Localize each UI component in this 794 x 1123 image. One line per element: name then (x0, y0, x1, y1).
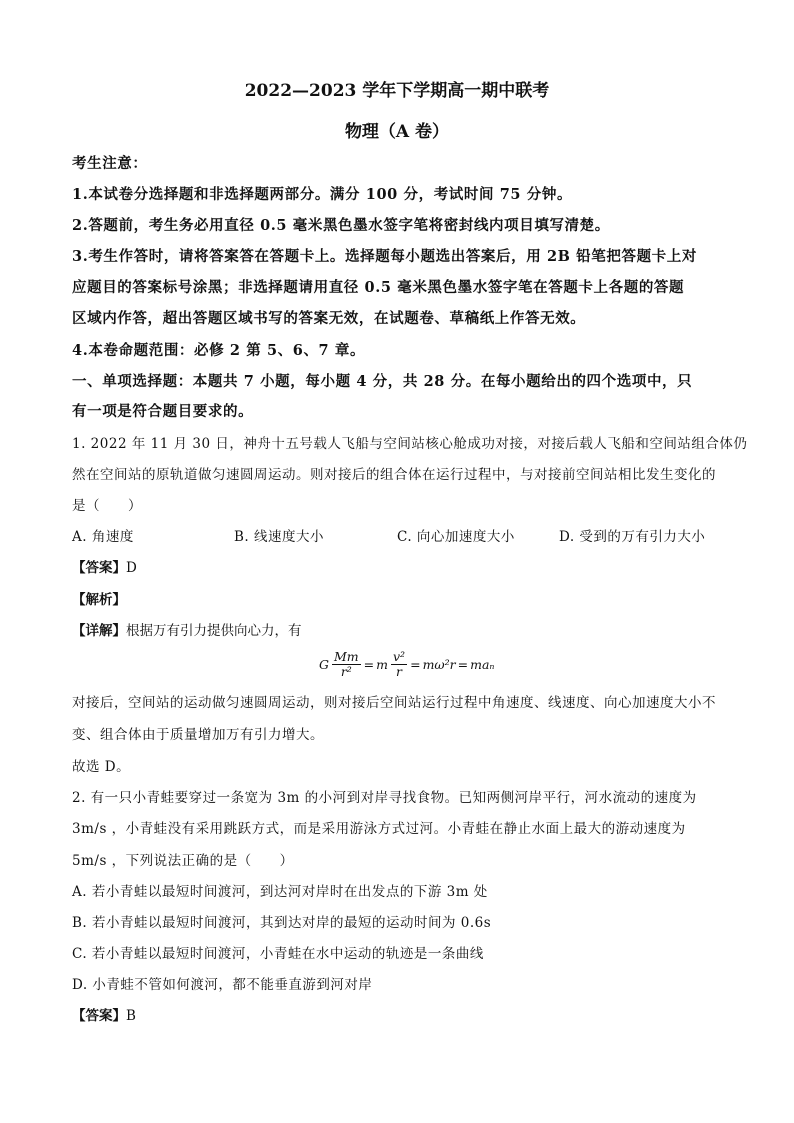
q2-option-b: B. 若小青蛙以最短时间渡河，其到达对岸的最短的运动时间为 0.6s (72, 915, 492, 931)
q2-stem-line-2: 3m/s ，小青蛙没有采用跳跃方式，而是采用游泳方式过河。小青蛙在静止水面上最大的游动速度为 (72, 821, 686, 837)
notice-heading: 考生注意： (72, 155, 148, 172)
notice-item-3-line-2: 应题目的答案标号涂黑；非选择题请用直径 0.5 毫米黑色墨水签字笔在答题卡上各题的答题 (72, 279, 685, 296)
notice-item-1: 1.本试卷分选择题和非选择题两部分。满分 100 分，考试时间 75 分钟。 (72, 186, 573, 203)
formula-m: m (376, 657, 388, 672)
q2-option-a: A. 若小青蛙以最短时间渡河，到达河对岸时在出发点的下游 3m 处 (72, 884, 488, 900)
answer-value: B (126, 1008, 136, 1024)
formula-term-4: maₙ (470, 657, 495, 672)
formula-eq-2: = (410, 657, 421, 672)
section-heading-line-1: 一、单项选择题：本题共 7 小题，每小题 4 分，共 28 分。在每小题给出的四个选项中，只 (72, 373, 693, 390)
q1-explain-line-2: 变、组合体由于质量增加万有引力增大。 (72, 727, 324, 743)
q1-stem-line-3: 是（ ） (72, 498, 142, 514)
exam-subtitle: 物理（A 卷） (344, 122, 450, 142)
q1-conclusion: 故选 D。 (72, 759, 131, 775)
q1-answer (72, 556, 137, 576)
q1-option-a: A. 角速度 (72, 529, 134, 545)
q2-option-d: D. 小青蛙不管如何渡河，都不能垂直游到河对岸 (72, 977, 373, 993)
q2-stem-line-3: 5m/s ，下列说法正确的是（ ） (72, 853, 294, 869)
formula-term-3: mω²r (422, 657, 456, 672)
formula-eq-3: = (457, 657, 469, 672)
formula-fraction-1 (332, 650, 361, 679)
notice-item-3-line-3: 区域内作答，超出答题区域书写的答案无效，在试题卷、草稿纸上作答无效。 (72, 310, 586, 327)
q1-analysis-tag: 【解析】 (72, 592, 126, 608)
q1-option-c: C. 向心加速度大小 (397, 529, 515, 545)
q1-option-b: B. 线速度大小 (234, 529, 325, 545)
formula-frac1-den: r² (340, 664, 352, 679)
centripetal-formula (318, 650, 495, 679)
formula-eq-1: = (363, 657, 375, 672)
formula-frac1-num: Mm (334, 649, 359, 664)
notice-item-3-line-1: 3.考生作答时，请将答案答在答题卡上。选择题每小题选出答案后，用 2B 铅笔把答题卡上对 (72, 248, 697, 265)
formula-fraction-2 (391, 650, 407, 679)
notice-item-4: 4.本卷命题范围：必修 2 第 5、6、7 章。 (72, 342, 366, 359)
q2-stem-line-1: 2. 有一只小青蛙要穿过一条宽为 3m 的小河到对岸寻找食物。已知两侧河岸平行，河水流动的速度为 (72, 790, 697, 806)
detail-tag: 【详解】 (72, 623, 126, 639)
answer-value: D (126, 560, 137, 576)
formula-frac2-num: v² (393, 649, 406, 664)
formula-frac2-den: r (396, 664, 403, 679)
q1-stem-line-2: 然在空间站的原轨道做匀速圆周运动。则对接后的组合体在运行过程中，与对接前空间站相比发生变化的 (72, 467, 716, 483)
answer-tag: 【答案】 (72, 1008, 126, 1024)
exam-title: 2022—2023 学年下学期高一期中联考 (244, 81, 550, 101)
q2-option-c: C. 若小青蛙以最短时间渡河，小青蛙在水中运动的轨迹是一条曲线 (72, 946, 484, 962)
formula-g: G (319, 657, 329, 672)
answer-tag: 【答案】 (72, 560, 126, 576)
q1-explain-line-1: 对接后，空间站的运动做匀速圆周运动，则对接后空间站运行过程中角速度、线速度、向心加速度大小不 (72, 695, 716, 711)
detail-text: 根据万有引力提供向心力，有 (126, 623, 302, 639)
q1-stem-line-1: 1. 2022 年 11 月 30 日，神舟十五号载人飞船与空间站核心舱成功对接，对接后载人飞船和空间站组合体仍 (72, 436, 748, 452)
q1-option-d: D. 受到的万有引力大小 (559, 529, 706, 545)
q1-detail (72, 619, 302, 639)
section-heading-line-2: 有一项是符合题目要求的。 (72, 403, 254, 420)
q2-answer (72, 1004, 136, 1024)
notice-item-2: 2.答题前，考生务必用直径 0.5 毫米黑色墨水签字笔将密封线内项目填写清楚。 (72, 217, 610, 234)
